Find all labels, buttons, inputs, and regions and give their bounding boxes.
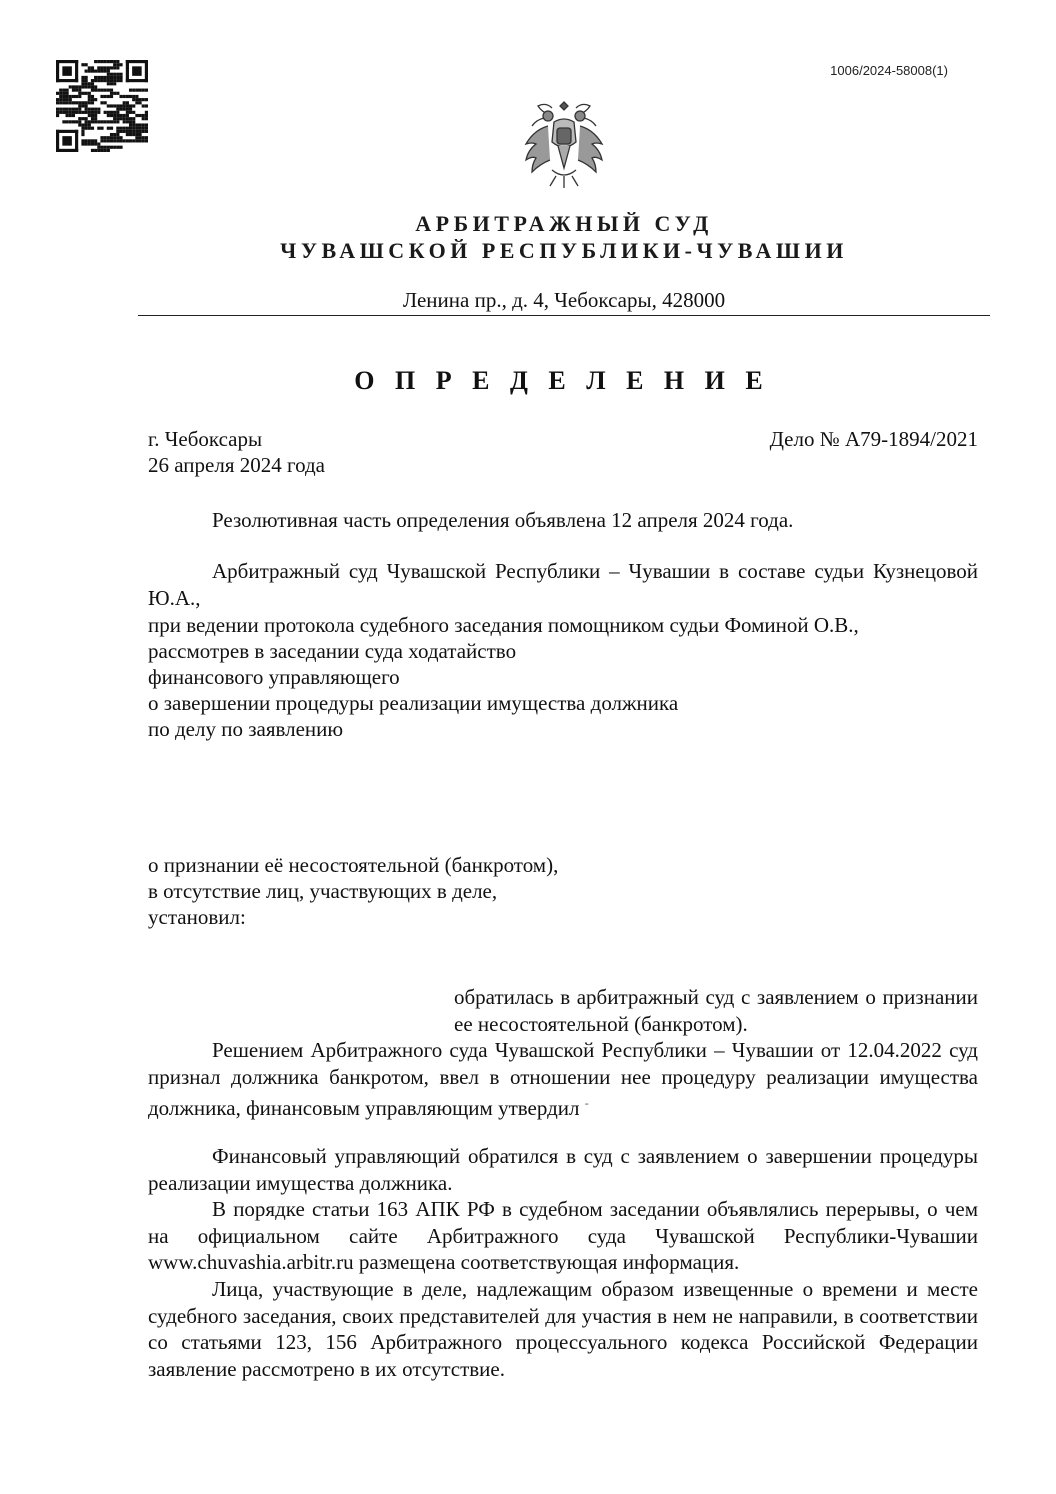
body-line: о признании её несостоятельной (банкротом),	[148, 853, 559, 877]
applied-paragraph	[148, 984, 978, 1037]
decision-paragraph	[148, 1037, 978, 1122]
decision-text: Решением Арбитражного суда Чувашской Республики – Чувашии от 12.04.2022 суд признал должника банкротом, ввел в отношении нее процедуру реализации имущества должника, финансовым управляющим утвердил	[148, 1038, 978, 1120]
body-line: финансового управляющего	[148, 665, 400, 689]
body-line: рассмотрев в заседании суда ходатайство	[148, 639, 517, 663]
breaks-paragraph: В порядке статьи 163 АПК РФ в судебном заседании объявлялись перерывы, о чем на официальном сайте Арбитражного суда Чувашской Республики-Чувашии www.chuvashia.arbitr.ru размещена соответствующая информация.	[148, 1197, 978, 1274]
header-divider	[138, 315, 990, 316]
established-heading: установил:	[148, 905, 246, 929]
redaction-mark: -	[584, 1096, 589, 1110]
body-line: о завершении процедуры реализации имущества должника	[148, 691, 679, 715]
coat-of-arms-icon	[518, 96, 610, 192]
body-line: в отсутствие лиц, участвующих в деле,	[148, 879, 498, 903]
court-name-line2: ЧУВАШСКОЙ РЕСПУБЛИКИ-ЧУВАШИИ	[280, 238, 848, 263]
document-number: 1006/2024-58008(1)	[830, 63, 948, 78]
body-line: по делу по заявлению	[148, 717, 344, 741]
city: г. Чебоксары	[148, 427, 263, 451]
court-composition-paragraph: Арбитражный суд Чувашской Республики – Чувашии в составе судьи Кузнецовой Ю.А.,	[148, 559, 978, 610]
body-line: при ведении протокола судебного заседания помощником судьи Фоминой О.В.,	[148, 613, 859, 637]
persons-paragraph: Лица, участвующие в деле, надлежащим образом извещенные о времени и месте судебного заседания, своих представителей для участия в нем не направили, в соответствии со статьями 123, 156 Арбитражного процессуального кодекса Российской Федерации заявление рассмотрено в их отсутствие.	[148, 1277, 978, 1381]
court-name-line1: АРБИТРАЖНЫЙ СУД	[415, 211, 713, 236]
qr-code-icon	[56, 60, 148, 152]
document-title: О П Р Е Д Е Л Е Н И Е	[354, 366, 770, 395]
case-number: Дело № А79-1894/2021	[769, 427, 978, 451]
document-date: 26 апреля 2024 года	[148, 453, 325, 477]
court-address: Ленина пр., д. 4, Чебоксары, 428000	[402, 288, 726, 312]
resolution-paragraph: Резолютивная часть определения объявлена 12 апреля 2024 года.	[212, 508, 794, 532]
manager-paragraph: Финансовый управляющий обратился в суд с заявлением о завершении процедуры реализации имущества должника.	[148, 1144, 978, 1195]
applied-paragraph-text: обратилась в арбитражный суд с заявлением о признании ее несостоятельной (банкротом).	[454, 985, 978, 1036]
